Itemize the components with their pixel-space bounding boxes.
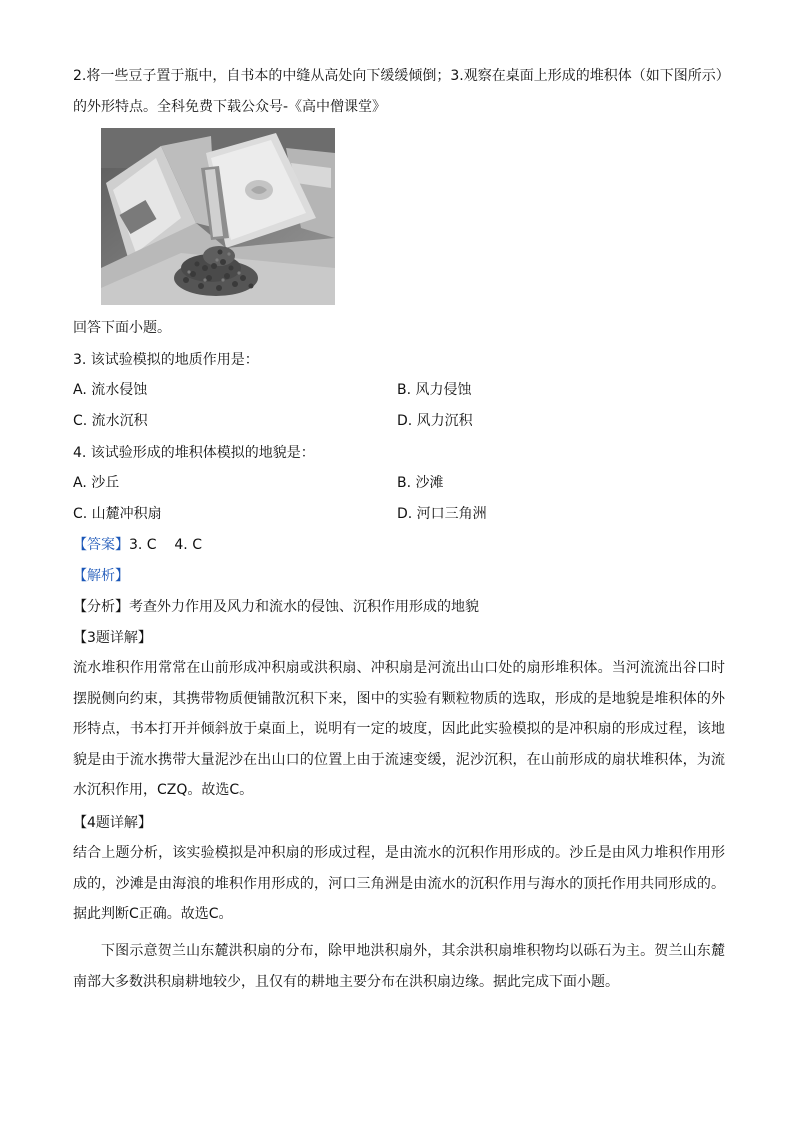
q3-option-c: C. 流水沉积 [73,413,148,429]
intro-line-2: 的外形特点。全科免费下载公众号-《高中僧课堂》 [73,99,387,115]
fenxi-label: 【分析】 [73,599,129,615]
prompt-text: 回答下面小题。 [73,320,171,336]
detail-3-text: 流水堆积作用常常在山前形成冲积扇或洪积扇、冲积扇是河流出山口处的扇形堆积体。当河流流出谷口时摆脱侧向约束，其携带物质便铺散沉积下来，图中的实验有颗粒物质的选取，形成的是地貌是堆积体的外形特点，书本打开并倾斜放于桌面上，说明有一定的坡度，因此此实验模拟的是冲积扇的形成过程，该地貌是由于流水携带大量泥沙在出山口的位置上由于流速变缓，泥沙沉积，在山前形成的扇状堆积体，为流水沉积作用，CZQ。故选C。 [73,660,725,798]
answer-label: 【答案】 [73,537,129,553]
intro-line-1: 2.将一些豆子置于瓶中，自书本的中缝从高处向下缓缓倾倒；3.观察在桌面上形成的堆积体（如下图所示） [73,68,730,84]
answer-line [73,535,202,555]
q4-option-a: A. 沙丘 [73,475,120,491]
q4-option-b: B. 沙滩 [397,475,444,491]
detail-4-text: 结合上题分析，该实验模拟是冲积扇的形成过程，是由流水的沉积作用形成的。沙丘是由风力堆积作用形成的，沙滩是由海浪的堆积作用形成的，河口三角洲是由流水的沉积作用与海水的顶托作用共同形成的。据此判断C正确。故选C。 [73,845,725,922]
q4-option-d: D. 河口三角洲 [397,506,487,522]
q4-option-c: C. 山麓冲积扇 [73,506,162,522]
next-passage: 下图示意贺兰山东麓洪积扇的分布，除甲地洪积扇外，其余洪积扇堆积物均以砾石为主。贺兰山东麓南部大多数洪积扇耕地较少，且仅有的耕地主要分布在洪积扇边缘。据此完成下面小题。 [73,943,725,990]
fenxi-text: 考查外力作用及风力和流水的侵蚀、沉积作用形成的地貌 [129,599,479,615]
question-4-stem: 4. 该试验形成的堆积体模拟的地貌是： [73,445,315,461]
question-3-stem: 3. 该试验模拟的地质作用是： [73,352,259,368]
detail-3-label: 【3题详解】 [73,630,152,646]
q3-option-d: D. 风力沉积 [397,413,473,429]
q3-option-a: A. 流水侵蚀 [73,382,148,398]
fenxi-line [73,597,479,617]
experiment-photo [101,128,335,305]
analysis-label: 【解析】 [73,568,129,584]
answer-text: 3. C 4. C [129,537,202,553]
q3-option-b: B. 风力侵蚀 [397,382,472,398]
detail-4-label: 【4题详解】 [73,815,152,831]
